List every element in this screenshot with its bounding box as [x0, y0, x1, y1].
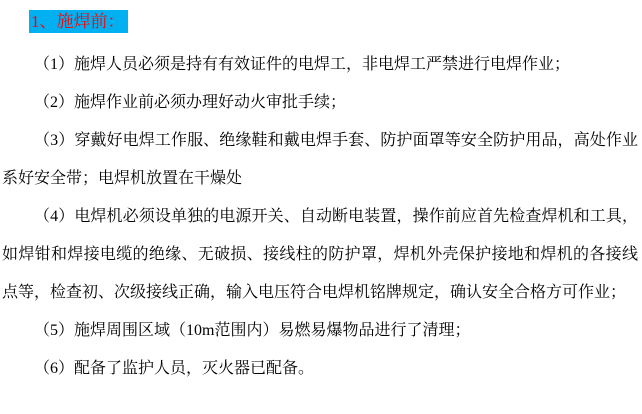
paragraph-6: （6）配备了监护人员，灭火器已配备。: [34, 360, 315, 377]
heading-row: [29, 10, 638, 33]
section-heading: 1、施焊前：: [29, 10, 128, 33]
paragraph-4: （4）电焊机必须设单独的电源开关、自动断电装置，操作前应首先检查焊机和工具，如焊钳和焊接电缆的绝缘、无破损、接线柱的防护罩，焊机外壳保护接地和焊机的各接线点等，检查初、次级接线正确，输入电压符合电焊机铭牌规定，确认安全合格方可作业；: [2, 208, 638, 301]
paragraph-3: （3）穿戴好电焊工作服、绝缘鞋和戴电焊手套、防护面罩等安全防护用品，高处作业系好安全带；电焊机放置在干燥处: [2, 132, 638, 187]
paragraph-5: （5）施焊周围区域（10m范围内）易燃易爆物品进行了清理；: [34, 322, 471, 339]
paragraph-2: （2）施焊作业前必须办理好动火审批手续；: [34, 94, 347, 111]
paragraph-1: （1）施焊人员必须是持有有效证件的电焊工，非电焊工严禁进行电焊作业；: [34, 56, 571, 73]
